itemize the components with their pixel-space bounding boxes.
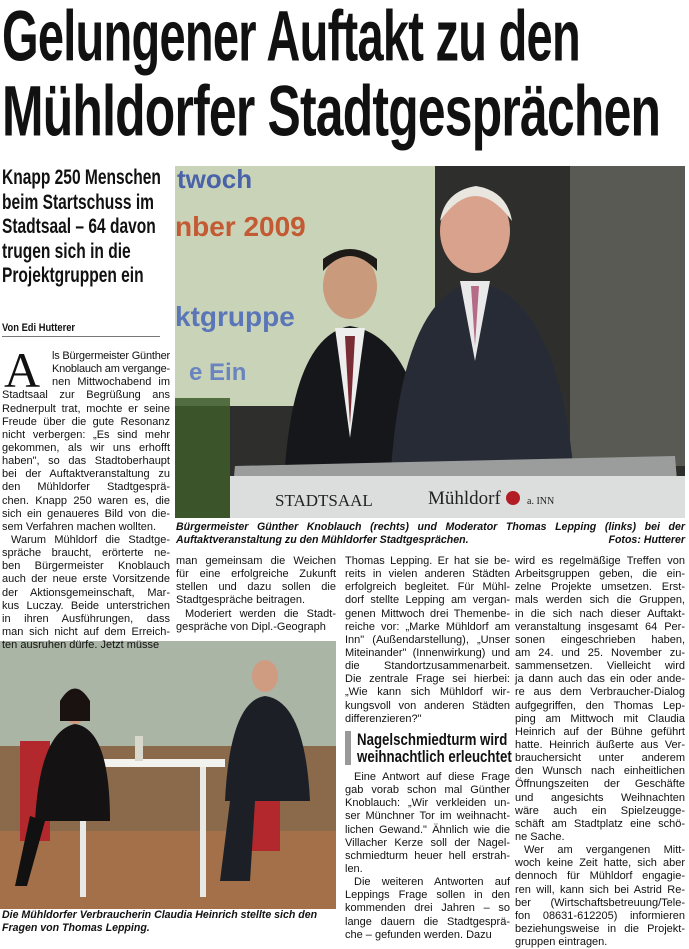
screen-text: e Ein (189, 359, 247, 386)
town-crest-icon (506, 491, 520, 505)
text-line: wird es regelmäßige Treffen von (515, 555, 685, 567)
main-photo-caption (176, 521, 685, 546)
text-line: kus Luczay. Beide unterstrichen (2, 599, 170, 612)
text-line: die Standortzusammenarbeit. (345, 660, 510, 673)
subheading (345, 731, 522, 765)
text-line: ping am Mittwoch mit Claudia (515, 712, 685, 725)
text-line: Villacher Kerze soll der Nagel- (345, 836, 510, 849)
text-line: Thomas Lepping. Er hat sie be- (345, 555, 510, 567)
text-line: sich ein genaueres Bild von die- (2, 507, 170, 520)
text-line: gab vorab schon mal Günther (345, 784, 510, 797)
text-line: wäre auch ein Spielzeugge- (515, 804, 685, 817)
text-line: stellen und dazu sollen die (176, 581, 336, 594)
text-line: differenzieren?" (345, 712, 422, 725)
text-line: der Aktionsgemeinschaft, Mar- (2, 586, 170, 599)
byline-text: Von Edi Hutterer (2, 322, 76, 334)
text-line: hatte. Heinrich äußerte aus Ver- (515, 738, 685, 751)
text-line: Die zentrale Frage sei hierbei: (345, 673, 510, 686)
text-line: haben", so das Stadtoberhaupt (2, 455, 170, 468)
main-photo (175, 166, 685, 518)
text-line: in ihren Ausführungen, dass (2, 612, 170, 625)
text-line: re aus dem Verbraucher-Dialog (515, 686, 685, 699)
text-line: ja dann auch das ein oder ande- (515, 673, 685, 686)
text-line: zelne Projekte umsetzen. Erst- (515, 581, 685, 594)
column-3-top (345, 555, 510, 726)
subheadline-line: beim Startschuss im (2, 190, 155, 214)
text-line: Wer am vergangenen Mitt- (524, 844, 685, 857)
photo-credit: Fotos: Hutterer (608, 533, 685, 546)
text-line: für eine erfolgreiche Zukunft (176, 568, 336, 581)
subheading-line: Nagelschmiedturm wird (357, 730, 508, 749)
bottom-photo (0, 641, 336, 909)
text-line: aufgegriffen, den Thomas Lep- (515, 699, 685, 712)
subheadline-line: Projektgruppen ein (2, 264, 144, 287)
text-line: gruppen eintragen. (515, 936, 608, 949)
text-line: Miteinander" (Innenwirkung) und (345, 646, 510, 659)
text-line: lange dauern die Stadtgesprä- (345, 915, 510, 928)
text-line: genen Mittwoch drei Themenbe- (345, 607, 510, 620)
text-line: reits in vielen anderen Städten (345, 568, 510, 581)
text-line: bei der Auftaktveranstaltung zu (2, 468, 170, 481)
text-line: gespräche von Dipl.-Geograph (176, 620, 326, 633)
podium-logo: Mühldorf (428, 488, 501, 509)
text-line: ben Bürgermeister Knoblauch (2, 560, 170, 573)
text-line: man sich nicht auf dem Erreich- (2, 625, 170, 638)
text-line: dorf stellte Lepping am vergan- (345, 594, 510, 607)
caption-line: Die Mühldorfer Verbraucherin Claudia Heinrich stellte sich den (2, 909, 318, 921)
podium-text: STADTSAAL (275, 491, 373, 510)
text-line: Knoblauch: „Wir verkleiden un- (345, 797, 510, 810)
plant (175, 398, 230, 518)
text-line: fon 08631-612205) informieren (515, 909, 685, 922)
text-line: Heinrich auf der Bühne geführt (515, 725, 685, 738)
text-line: Leppings Frage sollen in den (345, 889, 510, 902)
text-line: Arbeitsgruppen geben, die ein- (515, 568, 685, 581)
text-line: chen. Knapp 250 waren es, die (2, 494, 170, 507)
text-line: und angesichts Weihnachten (515, 791, 685, 804)
text-line: len. (345, 862, 363, 875)
subheading-line: weihnachtlich erleuchtet (357, 747, 512, 766)
text-line: mals werden sich die Gruppen, (515, 594, 685, 607)
text-line: „Wie kann sich Mühldorf wir- (345, 686, 510, 699)
text-line: brauchersicht unter anderem (515, 752, 685, 765)
text-line: ne Sache. (515, 830, 565, 843)
text-line: Öffnungszeiten der Geschäfte (515, 778, 685, 791)
text-line: spräche braucht, erörterte ne- (2, 547, 170, 560)
text-line: Die weiteren Antworten auf (354, 876, 510, 889)
subheadline (2, 166, 177, 289)
text-line: in die sich nach dieser Auftakt- (515, 607, 685, 620)
text-line: kungsvoll von anderen Städten (345, 699, 510, 712)
text-line: Inn" (Außendarstellung), „Unser (345, 633, 510, 646)
text-line: Moderiert werden die Stadt- (185, 607, 336, 620)
text-line: ten ausruhen dürfe. Jetzt müsse (2, 639, 160, 652)
text-line: woch keine Zeit hatte, sich aber (515, 857, 685, 870)
text-line: veranstaltung insgesamt 64 Per- (515, 620, 685, 633)
screen-text: ktgruppe (175, 301, 295, 332)
subheadline-line: Stadtsaal – 64 davon (2, 215, 156, 238)
text-line: den Wunsch nach einheitlichen (515, 765, 685, 778)
text-line: sem Verfahren machen wollten. (2, 520, 157, 533)
column-4 (515, 555, 685, 949)
text-line: Stadtgespräche beitragen. (176, 594, 306, 607)
bottom-photo-caption (2, 909, 338, 934)
text-line: lichen Gewand." Ähnlich wie die (345, 823, 510, 836)
text-line: auch der neue erste Vorsitzende (2, 573, 170, 586)
screen-text: twoch (177, 166, 253, 194)
text-line: ser Münchner Tor im weihnacht- (345, 810, 510, 823)
text-line: schäft am Stadtplatz eine schö- (515, 817, 685, 830)
column-2 (176, 555, 336, 634)
text-line: kommenden drei Jahren – so (345, 902, 510, 915)
column-3-bottom (345, 771, 510, 942)
text-line: che – gefunden werden. Dazu (345, 928, 492, 941)
text-line: Freude über die gute Resonanz (2, 415, 170, 428)
headline-line-1: Gelungener Auftakt zu den (2, 0, 580, 77)
text-line: Warum Mühldorf die Stadtge- (11, 533, 170, 546)
text-line: nicht verbergen: „Es sind mehr (2, 428, 170, 441)
text-line: schmiedturm heuer hell erstrah- (345, 849, 510, 862)
text-line: ren will, kann sich bei Astrid Re- (515, 883, 685, 896)
caption-line: Bürgermeister Günther Knoblauch (rechts) und Moderator Thomas Lepping (links) bei der (176, 521, 685, 533)
text-line: dennoch für Mühldorf engagie- (515, 870, 685, 883)
podium-logo-suffix: a. INN (527, 496, 555, 507)
text-line: beziehungsweise in die Projekt- (515, 922, 685, 935)
subheadline-line: trugen sich in die (2, 239, 131, 263)
byline (2, 322, 160, 337)
text-line: man gemeinsam die Weichen (176, 555, 336, 567)
text-line: Knoblauch am vergange- (52, 363, 170, 376)
headline-line-2: Mühldorfer Stadtgesprächen (2, 70, 661, 152)
subheadline-line: Knapp 250 Menschen (2, 166, 161, 189)
text-line: ber (Wirtschaftsbetreuung/Tele- (515, 896, 685, 909)
text-line: reiche vor: „Marke Mühldorf am (345, 620, 510, 633)
drop-cap: A (4, 342, 41, 398)
text-line: Stadtsaal zur Begrüßung ans (2, 389, 170, 402)
text-line: nen Mittwochabend im (52, 376, 170, 389)
text-line: sammensetzen. Vielleicht wird (515, 660, 685, 673)
caption-line: Fragen von Thomas Lepping. (2, 921, 150, 934)
screen-text: nber 2009 (175, 211, 306, 242)
text-line: ls Bürgermeister Günther (52, 350, 170, 362)
text-line: erfolgreich begleitet. Für Mühl- (345, 581, 510, 594)
text-line: Rednerpult trat, mochte er seine (2, 402, 170, 415)
text-line: sonen eingeschrieben haben, (515, 633, 685, 646)
text-line: den Mühldorfer Stadtgesprä- (2, 481, 170, 494)
column-1 (2, 342, 170, 652)
text-line: Eine Antwort auf diese Frage (354, 771, 510, 783)
text-line: gekommen, als wir uns erhofft (2, 441, 170, 454)
text-line: am 24. und 25. November zu- (515, 646, 685, 659)
caption-line: Auftaktveranstaltung zu den Mühldorfer Stadtgesprächen. (176, 533, 469, 546)
